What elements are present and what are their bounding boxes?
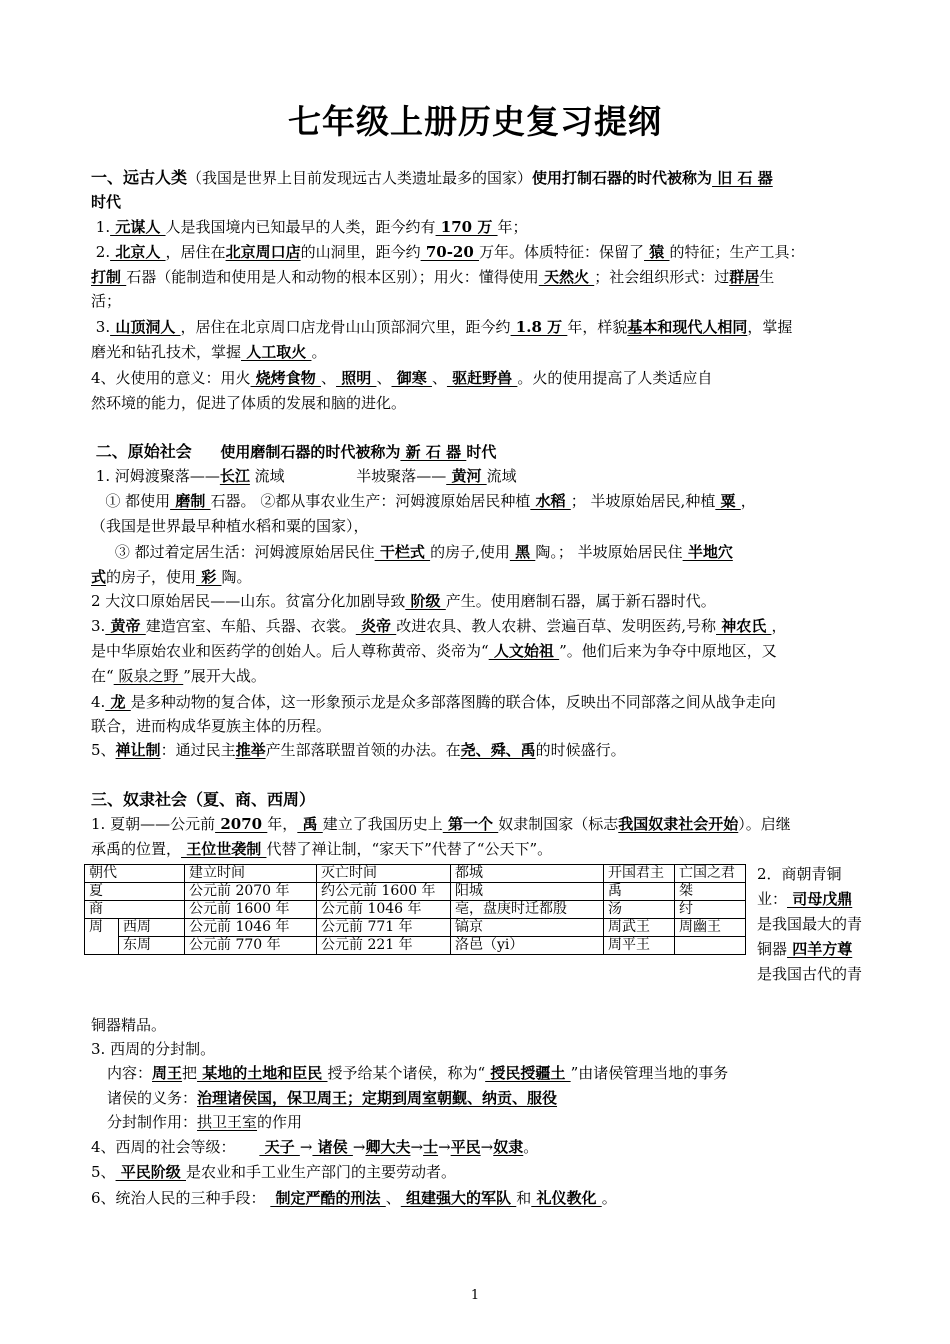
text: 是多种动物的复合体，这一形象预示龙是众多部落图腾的联合体，反映出不同部落之间从战争走向	[130, 693, 776, 711]
table-header: 都城	[451, 865, 604, 883]
section-2-text: 使用磨制石器的时代被称为	[220, 443, 401, 461]
text: ；社会组织形式：过	[594, 268, 730, 286]
s1-line-5	[91, 315, 863, 339]
text: 产生。使用磨制石器，属于新石器时代。	[445, 592, 716, 610]
text: 是中华原始农业和医药学的创始人。后人尊称黄帝、炎帝为“	[91, 642, 489, 660]
text: 的时候盛行。	[535, 741, 626, 759]
text: ”由诸侯管理当地的事务	[570, 1064, 729, 1082]
text: 石器。 ②都从事农业生产：河姆渡原始居民种植	[210, 492, 531, 510]
answer: 诸侯	[312, 1138, 353, 1156]
s3-line-7	[91, 1135, 863, 1159]
text: 。	[601, 1189, 617, 1207]
page-number: 1	[470, 1288, 480, 1303]
text: ； 半坡原始居民,种植	[570, 492, 716, 510]
text: 石器（能制造和使用是人和动物的根本区别）；用火：懂得使用	[126, 268, 539, 286]
answer: 式	[91, 568, 107, 586]
text: 年，样貌	[567, 318, 628, 336]
table-header: 灭亡时间	[317, 865, 451, 883]
answer: 龙	[105, 693, 131, 711]
answer: 烧烤食物	[250, 369, 321, 387]
table-cell: 洛邑（yi）	[451, 937, 604, 955]
s1-line-2	[91, 240, 863, 264]
text: 是农业和手工业生产部门的主要劳动者。	[186, 1163, 457, 1181]
table-cell: 纣	[675, 901, 746, 919]
text: 4、火使用的意义：用火	[91, 369, 251, 387]
s2-line-12	[91, 738, 863, 762]
answer: 平民	[450, 1138, 481, 1156]
s1-line-7	[91, 366, 863, 390]
s2-line-10	[91, 690, 863, 714]
text: ，居住在	[165, 243, 226, 261]
text: ，居住在北京周口店龙骨山山顶部洞穴里，距今约	[180, 318, 511, 336]
text: 2 大汶口原始居民——山东。贫富分化加剧导致	[91, 592, 406, 610]
answer: 推举	[235, 741, 266, 759]
text: 人是我国境内已知最早的人类，距今约有	[165, 218, 436, 236]
table-cell: 西周	[119, 919, 185, 937]
answer: 猿	[644, 243, 670, 261]
text: →	[299, 1138, 313, 1156]
text: 1.	[95, 218, 111, 236]
table-cell: 桀	[675, 883, 746, 901]
s2-line-11: 联合，进而构成华夏族主体的历程。	[91, 717, 332, 735]
table-cell: 商	[85, 901, 185, 919]
text: 把	[182, 1064, 198, 1082]
s3-line-1	[91, 812, 863, 836]
answer: 彩	[196, 568, 222, 586]
section-1-title: 一、远古人类	[91, 168, 188, 187]
text: 年，	[267, 815, 298, 833]
text: 2.	[95, 243, 111, 261]
text: 陶。	[221, 568, 252, 586]
text: 代替了禅让制，“家天下”代替了“公天下”。	[266, 840, 553, 858]
table-row	[85, 919, 746, 937]
section-1-text-end: 时代	[91, 193, 122, 211]
s2-line-9	[91, 664, 863, 688]
answer: 平民阶级	[115, 1163, 186, 1181]
text: 5、	[91, 1163, 116, 1181]
table-cell: 东周	[119, 937, 185, 955]
text: 万年。体质特征：保留了	[479, 243, 645, 261]
answer: 山顶洞人	[110, 318, 181, 336]
table-cell: 公元前 1046 年	[185, 919, 317, 937]
text: 的特征；生产工具：	[669, 243, 805, 261]
text: 。	[523, 1138, 539, 1156]
text: 、	[321, 369, 337, 387]
text: 。火的使用提高了人类适应自	[517, 369, 713, 387]
section-2-text-end: 时代	[466, 443, 497, 461]
text: ”。他们后来为争夺中原地区，又	[559, 642, 777, 660]
answer: 阶级	[405, 592, 446, 610]
answer: 人工取火	[241, 343, 312, 361]
answer: 王位世袭制	[181, 840, 267, 858]
section-2-answer: 新 石 器	[400, 443, 467, 461]
table-cell: 公元前 1046 年	[317, 901, 451, 919]
text: 改进农具、教人农耕、尝遍百草、发明医药,号称	[396, 617, 717, 635]
answer: 长江	[219, 467, 250, 485]
answer: 奴隶	[493, 1138, 524, 1156]
s1-line-8: 然环境的能力，促进了体质的发展和脑的进化。	[91, 394, 407, 412]
s2-line-5	[91, 565, 863, 589]
text: 授予给某个诸侯，称为“	[327, 1064, 486, 1082]
answer: 基本和现代人相同	[627, 318, 748, 336]
answer: 北京人	[110, 243, 166, 261]
table-header: 亡国之君	[675, 865, 746, 883]
s1-line-6	[91, 340, 863, 364]
s1-line-3	[91, 265, 863, 289]
section-1-text: 使用打制石器的时代被称为	[532, 169, 713, 187]
text: 、	[431, 369, 447, 387]
answer: 某地的土地和臣民	[197, 1064, 328, 1082]
table-cell: 公元前 770 年	[185, 937, 317, 955]
text: 生	[759, 268, 775, 286]
text: ③ 都过着定居生活：河姆渡原始居民住	[114, 543, 375, 561]
s2-line-6	[91, 589, 863, 613]
text: 是我国最大的青铜器	[757, 915, 863, 958]
answer: 周王	[152, 1064, 183, 1082]
s2-line-4	[91, 540, 863, 564]
text: 4、西周的社会等级：	[91, 1138, 236, 1156]
text: 承禹的位置，	[91, 840, 182, 858]
s1-line-1	[91, 215, 863, 239]
table-cell: 禹	[604, 883, 675, 901]
text: →	[480, 1138, 494, 1156]
s3-line-9	[91, 1186, 863, 1210]
answer: 禹	[297, 815, 323, 833]
answer: 照明	[336, 369, 377, 387]
text: 半坡聚落——	[356, 467, 447, 485]
text: 的房子，使用	[106, 568, 197, 586]
answer: 卿大夫	[365, 1138, 411, 1156]
dynasty-table	[84, 864, 746, 955]
table-cell: 公元前 2070 年	[185, 883, 317, 901]
answer: 北京周口店	[225, 243, 301, 261]
text: 4.	[91, 693, 106, 711]
section-2-heading	[91, 440, 863, 464]
s3-after-table: 铜器精品。	[91, 1016, 167, 1034]
table-cell: 夏	[85, 883, 185, 901]
answer: 人文始祖	[488, 642, 560, 660]
answer: 制定严酷的刑法	[270, 1189, 386, 1207]
s3-line-3: 3. 西周的分封制。	[91, 1040, 216, 1058]
section-1-note: （我国是世界上目前发现远古人类遗址最多的国家）	[187, 169, 533, 187]
text: ”展开大战。	[183, 667, 266, 685]
section-1-heading	[91, 166, 863, 214]
s3-line-2	[91, 837, 863, 861]
text: 奴隶制国家（标志	[498, 815, 619, 833]
answer: 天子	[259, 1138, 300, 1156]
answer: 四羊方尊	[787, 940, 853, 958]
answer: 粟	[715, 492, 741, 510]
text: 磨光和钻孔技术，掌握	[91, 343, 242, 361]
s3-line-4	[107, 1061, 879, 1085]
answer: 组建强大的军队	[400, 1189, 517, 1207]
text: 是我国古代的青	[757, 965, 863, 983]
answer: 黄河	[446, 467, 487, 485]
text: 、	[385, 1189, 401, 1207]
s3-line-8	[91, 1160, 863, 1184]
text: →	[438, 1138, 451, 1156]
text: 的作用	[257, 1113, 303, 1131]
page-title: 七年级上册历史复习提纲	[288, 102, 662, 141]
table-cell: 周幽王	[675, 919, 746, 937]
answer: 半地穴	[682, 543, 733, 561]
text: 内容：	[107, 1064, 153, 1082]
table-cell: 周武王	[604, 919, 675, 937]
answer: 授民授疆土	[485, 1064, 571, 1082]
text: →	[410, 1138, 424, 1156]
s1-line-4: 活；	[91, 292, 122, 310]
s2-line-1	[91, 464, 863, 488]
text: 、	[376, 369, 392, 387]
answer: 黑	[509, 543, 536, 561]
text: 3.	[91, 617, 106, 635]
text: 建立了我国历史上	[322, 815, 443, 833]
s3-line-6	[107, 1110, 879, 1134]
text: 6、统治人民的三种手段：	[91, 1189, 266, 1207]
s2-line-2	[91, 489, 863, 513]
text: 1. 河姆渡聚落——	[95, 467, 220, 485]
table-cell: 约公元前 1600 年	[317, 883, 451, 901]
answer: 礼仪教化	[531, 1189, 602, 1207]
answer: 神农氏	[716, 617, 772, 635]
text: ，	[771, 617, 787, 635]
s2-line-7	[91, 614, 863, 638]
table-cell: 亳，盘庚时迁都殷	[451, 901, 604, 919]
text: 2．商朝青铜业：	[757, 865, 842, 908]
text: 建造宫室、车船、兵器、衣裳。	[145, 617, 356, 635]
answer: 磨制	[170, 492, 211, 510]
answer: 第一个	[442, 815, 499, 833]
section-1-answer: 旧 石 器	[712, 169, 773, 187]
text: ，掌握	[747, 318, 793, 336]
answer: 干栏式	[374, 543, 431, 561]
text: ，	[740, 492, 756, 510]
text: 分封制作用：	[107, 1113, 198, 1131]
text: 。	[311, 343, 327, 361]
text: 产生部落联盟首领的办法。在	[265, 741, 461, 759]
text: ① 都使用	[105, 492, 171, 510]
table-header: 建立时间	[185, 865, 317, 883]
answer: 禅让制	[115, 741, 161, 759]
answer: 司母戊鼎	[787, 890, 853, 908]
answer: 驱赶野兽	[446, 369, 518, 387]
answer: 黄帝	[105, 617, 146, 635]
table-cell: 周平王	[604, 937, 675, 955]
text: 和	[516, 1189, 532, 1207]
table-header: 朝代	[85, 865, 185, 883]
answer: 1.8 万	[510, 318, 568, 336]
text: 5、	[91, 741, 116, 759]
table-cell: 镐京	[451, 919, 604, 937]
text: 的山洞里，距今约	[300, 243, 421, 261]
table-row	[85, 937, 746, 955]
section-2-title: 二、原始社会	[95, 442, 192, 461]
table-row	[85, 883, 746, 901]
text: 3.	[95, 318, 111, 336]
table-row	[85, 901, 746, 919]
section-3-title: 三、奴隶社会（夏、商、西周）	[91, 790, 316, 809]
answer: 天然火	[538, 268, 595, 286]
text: 诸侯的义务：	[107, 1089, 198, 1107]
s3-line-5	[107, 1086, 879, 1110]
answer: 治理诸侯国，保卫周王；定期到周室朝觐、纳贡、服役	[197, 1089, 558, 1107]
s2-line-3: （我国是世界最早种植水稻和粟的国家），	[91, 517, 369, 535]
answer: 元谋人	[110, 218, 166, 236]
answer: 炎帝	[355, 617, 397, 635]
answer: 拱卫王室	[197, 1113, 258, 1131]
answer: 尧、舜、禹	[460, 741, 536, 759]
table-cell: 汤	[604, 901, 675, 919]
s2-line-8	[91, 639, 863, 663]
answer: 打制	[91, 268, 127, 286]
table-cell: 阳城	[451, 883, 604, 901]
text: 的房子,使用	[430, 543, 510, 561]
text: 在“	[91, 667, 114, 685]
answer: 70-20	[420, 243, 480, 261]
side-note-shang-bronze	[757, 862, 863, 987]
text: ：通过民主	[160, 741, 236, 759]
answer: 群居	[729, 268, 760, 286]
answer: 水稻	[530, 492, 571, 510]
text: ）。启继	[738, 815, 791, 833]
table-header-row	[85, 865, 746, 883]
answer: 170 万	[435, 218, 498, 236]
text: 流域	[486, 467, 517, 485]
text: 1. 夏朝——公元前	[91, 815, 216, 833]
text: 陶。； 半坡原始居民住	[535, 543, 683, 561]
table-cell: 公元前 1600 年	[185, 901, 317, 919]
table-cell: 公元前 771 年	[317, 919, 451, 937]
table-cell: 周	[85, 919, 119, 955]
table-header: 开国君主	[604, 865, 675, 883]
answer: 御寒	[391, 369, 432, 387]
text: 年；	[497, 218, 528, 236]
table-cell	[675, 937, 746, 955]
text: →	[352, 1138, 366, 1156]
section-3-heading	[91, 788, 863, 812]
answer: 我国奴隶社会开始	[618, 815, 739, 833]
answer: 士	[423, 1138, 439, 1156]
answer: 2070	[215, 815, 268, 833]
text: 流域	[249, 467, 285, 485]
answer: 阪泉之野	[113, 667, 184, 685]
table-cell: 公元前 221 年	[317, 937, 451, 955]
